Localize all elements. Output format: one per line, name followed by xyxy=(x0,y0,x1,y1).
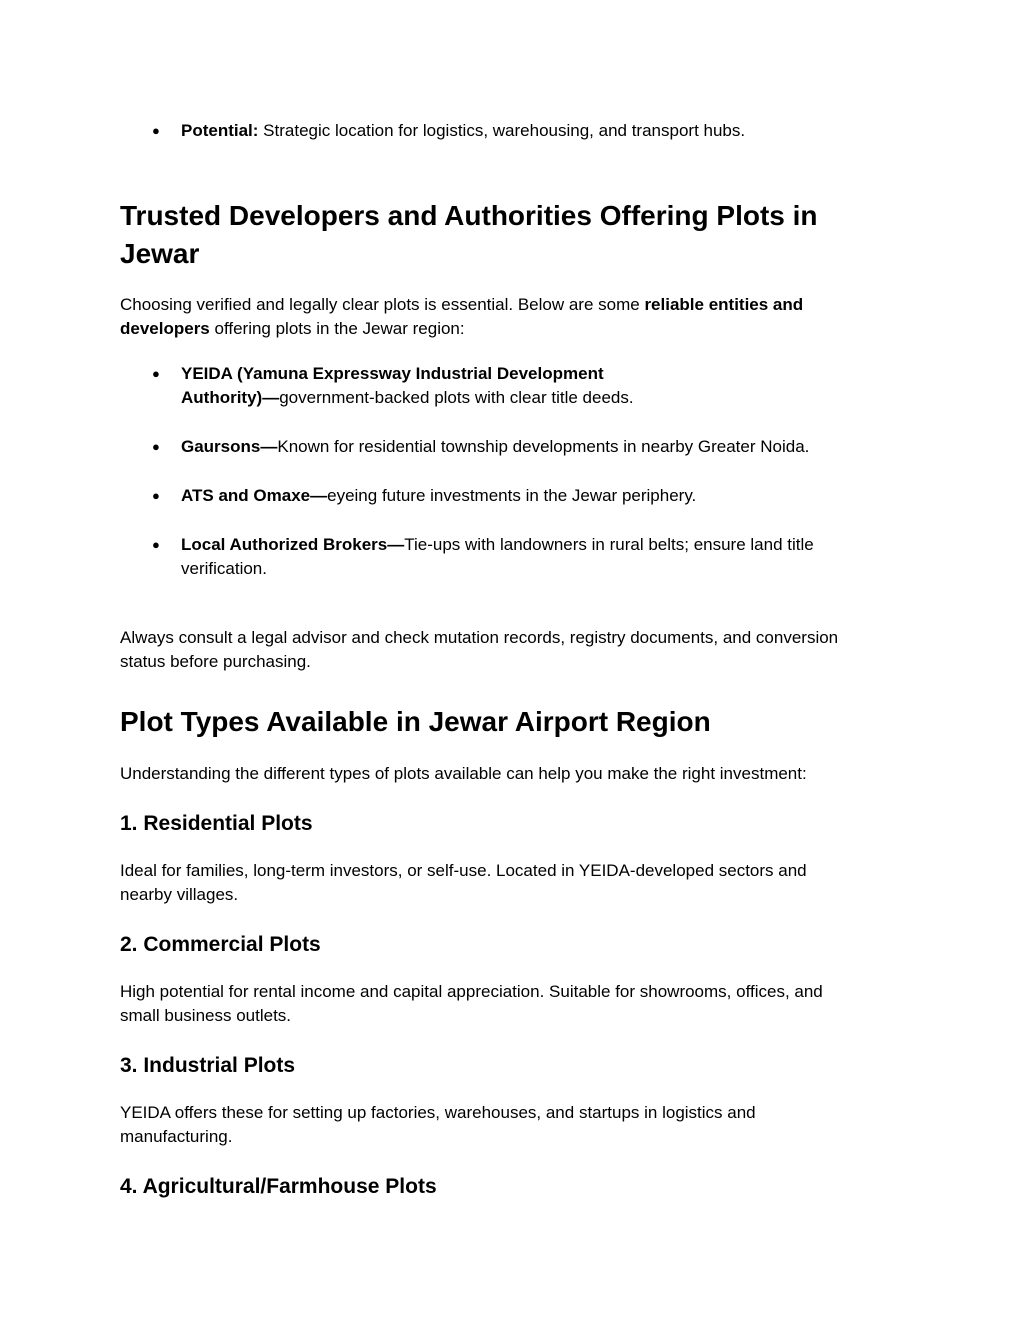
paragraph-line: Ideal for families, long-term investors, or self-use. Located in YEIDA-developed sectors and xyxy=(120,861,807,880)
industrial-description xyxy=(120,1101,756,1149)
item-text: Known for residential township developments in nearby Greater Noida. xyxy=(277,437,810,456)
subheading-residential: 1. Residential Plots xyxy=(120,812,313,835)
item-text: Strategic location for logistics, warehousing, and transport hubs. xyxy=(258,121,746,140)
list-item-local-brokers xyxy=(181,533,814,581)
paragraph-line: status before purchasing. xyxy=(120,652,311,671)
list-item-yeida xyxy=(181,362,634,410)
intro-bold: developers xyxy=(120,319,210,338)
item-text: government-backed plots with clear title deeds. xyxy=(279,388,634,407)
bullet-glyph: ● xyxy=(152,439,160,454)
paragraph-line: manufacturing. xyxy=(120,1127,233,1146)
section-heading-plot-types: Plot Types Available in Jewar Airport Region xyxy=(120,706,711,737)
item-bold-label: YEIDA (Yamuna Expressway Industrial Development xyxy=(181,364,604,383)
list-item-gaursons xyxy=(181,435,809,459)
item-bold-label: Authority)— xyxy=(181,388,280,407)
item-bold-label: Local Authorized Brokers— xyxy=(181,535,405,554)
commercial-description xyxy=(120,980,823,1028)
section-intro-paragraph: Understanding the different types of plots available can help you make the right investment: xyxy=(120,764,807,783)
advisory-paragraph xyxy=(120,626,838,674)
list-item-ats-omaxe xyxy=(181,484,696,508)
section-intro-paragraph xyxy=(120,293,803,341)
item-text: verification. xyxy=(181,559,267,578)
intro-bold: reliable entities and xyxy=(644,295,804,314)
item-text: eyeing future investments in the Jewar periphery. xyxy=(327,486,697,505)
list-item-potential xyxy=(181,119,745,143)
residential-description xyxy=(120,859,807,907)
item-text: Tie-ups with landowners in rural belts; ensure land title xyxy=(404,535,814,554)
intro-text: Choosing verified and legally clear plots is essential. Below are some xyxy=(120,295,645,314)
item-bold-label: ATS and Omaxe— xyxy=(181,486,328,505)
bullet-glyph: ● xyxy=(152,537,160,552)
bullet-glyph: ● xyxy=(152,488,160,503)
heading-line: Jewar xyxy=(120,238,200,269)
paragraph-line: Always consult a legal advisor and check mutation records, registry documents, and conversion xyxy=(120,628,839,647)
subheading-commercial: 2. Commercial Plots xyxy=(120,933,321,956)
intro-text: offering plots in the Jewar region: xyxy=(209,319,465,338)
subheading-industrial: 3. Industrial Plots xyxy=(120,1054,296,1077)
paragraph-line: nearby villages. xyxy=(120,885,239,904)
section-heading-developers xyxy=(120,197,818,273)
item-bold-label: Gaursons— xyxy=(181,437,278,456)
bullet-glyph: ● xyxy=(152,123,160,138)
paragraph-line: small business outlets. xyxy=(120,1006,292,1025)
heading-line: Trusted Developers and Authorities Offering Plots in xyxy=(120,200,818,231)
paragraph-line: YEIDA offers these for setting up factories, warehouses, and startups in logistics and xyxy=(120,1103,756,1122)
paragraph-line: High potential for rental income and capital appreciation. Suitable for showrooms, offices, and xyxy=(120,982,823,1001)
subheading-agricultural: 4. Agricultural/Farmhouse Plots xyxy=(120,1175,437,1198)
item-bold-label: Potential: xyxy=(181,121,259,140)
bullet-glyph: ● xyxy=(152,366,160,381)
